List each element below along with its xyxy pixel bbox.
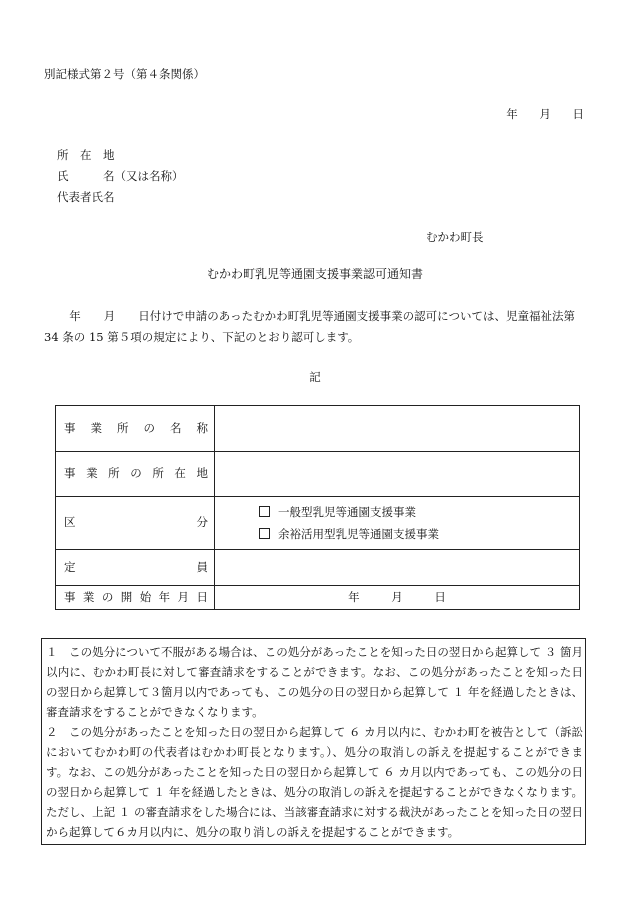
label-char: 称 (196, 420, 208, 435)
value-capacity[interactable] (215, 550, 580, 586)
label-char: 所 (108, 466, 120, 481)
option-label: 一般型乳児等通園支援事業 (278, 505, 416, 519)
issue-date (488, 106, 584, 123)
label-char: 名 (170, 420, 182, 435)
label-char: 月 (177, 589, 190, 604)
label-char: 始 (139, 589, 152, 604)
details-table (55, 405, 580, 610)
form-number: 別記様式第２号（第４条関係） (44, 67, 205, 81)
recipient-block (57, 145, 184, 208)
ki-heading: 記 (309, 370, 321, 384)
issuer: むかわ町長 (426, 230, 484, 244)
start-day: 日 (434, 589, 446, 604)
value-facility-address[interactable] (215, 452, 580, 497)
label-char: 定 (64, 559, 76, 574)
table-row-capacity (56, 550, 580, 586)
recipient-address-label: 所 在 地 (57, 148, 115, 162)
label-char: 区 (64, 515, 76, 530)
label-char: 事 (64, 466, 76, 481)
table-row-start-date (56, 586, 580, 610)
value-facility-name[interactable] (215, 406, 580, 452)
date-day: 日 (572, 107, 584, 121)
table-row-facility-address (56, 452, 580, 497)
note-item: ２ この処分があったことを知った日の翌日から起算して ６ カ月以内に、むかわ町を被告として（訴訟においてむかわ町の代表者はむかわ町長となります。）、処分の取消しの訴えを提起することができます。なお、この処分があったことを知った日の翌日から起算して ６ カ月以内であっても、この処分の日の翌日から起算して １ 年を経過したときは、処分の取消しの訴えを提起することができなくなります。ただし、上記 １ の審査請求をした場合には、当該審査請求に対する裁決があったことを知った日の翌日から起算して６カ月以内に、処分の取り消しの訴えを提起することができます。 (46, 725, 583, 839)
label-char: 業 (82, 589, 95, 604)
checkbox-icon[interactable] (259, 528, 270, 539)
value-category (215, 497, 580, 550)
label-char: 事 (64, 589, 76, 604)
label-char: 所 (152, 466, 164, 481)
table-row-category (56, 497, 580, 550)
label-char: 開 (120, 589, 133, 604)
option-label: 余裕活用型乳児等通園支援事業 (278, 527, 439, 541)
option-surplus-type[interactable] (215, 523, 579, 545)
option-general-type[interactable] (215, 501, 579, 523)
label-start-date (56, 586, 215, 610)
label-char: 分 (196, 515, 208, 530)
date-month: 月 (539, 107, 551, 121)
value-start-date[interactable] (215, 586, 580, 610)
date-year: 年 (506, 107, 518, 121)
label-char: 所 (117, 420, 129, 435)
recipient-name-label: 氏 名（又は名称） (57, 169, 184, 183)
label-char: 年 (158, 589, 171, 604)
label-char: の (143, 420, 155, 435)
label-char: の (101, 589, 114, 604)
label-char: 業 (90, 420, 102, 435)
recipient-representative-label: 代表者氏名 (57, 190, 115, 204)
start-month: 月 (391, 589, 403, 604)
label-char: 在 (174, 466, 186, 481)
label-char: 事 (64, 420, 76, 435)
label-char: 日 (196, 589, 208, 604)
checkbox-icon[interactable] (259, 506, 270, 517)
label-char: の (130, 466, 142, 481)
label-char: 地 (196, 466, 208, 481)
label-char: 業 (86, 466, 98, 481)
label-category (56, 497, 215, 550)
appeal-notes (41, 638, 586, 845)
start-year: 年 (348, 589, 360, 604)
body-paragraph: 年 月 日付けで申請のあったむかわ町乳児等通園支援事業の認可については、児童福祉法第 34 条の 15 第５項の規定により、下記のとおり認可します。 (44, 309, 575, 344)
label-capacity (56, 550, 215, 586)
document-title: むかわ町乳児等通園支援事業認可通知書 (206, 267, 423, 281)
table-row-facility-name (56, 406, 580, 452)
label-facility-address (56, 452, 215, 497)
note-item: １ この処分について不服がある場合は、この処分があったことを知った日の翌日から起算して ３ 箇月以内に、むかわ町長に対して審査請求をすることができます。なお、この処分があったことを知った日の翌日から起算して３箇月以内であっても、この処分の日の翌日から起算して １ 年を経過したときは、審査請求をすることができなくなります。 (46, 645, 583, 719)
label-facility-name (56, 406, 215, 452)
label-char: 員 (196, 559, 208, 574)
